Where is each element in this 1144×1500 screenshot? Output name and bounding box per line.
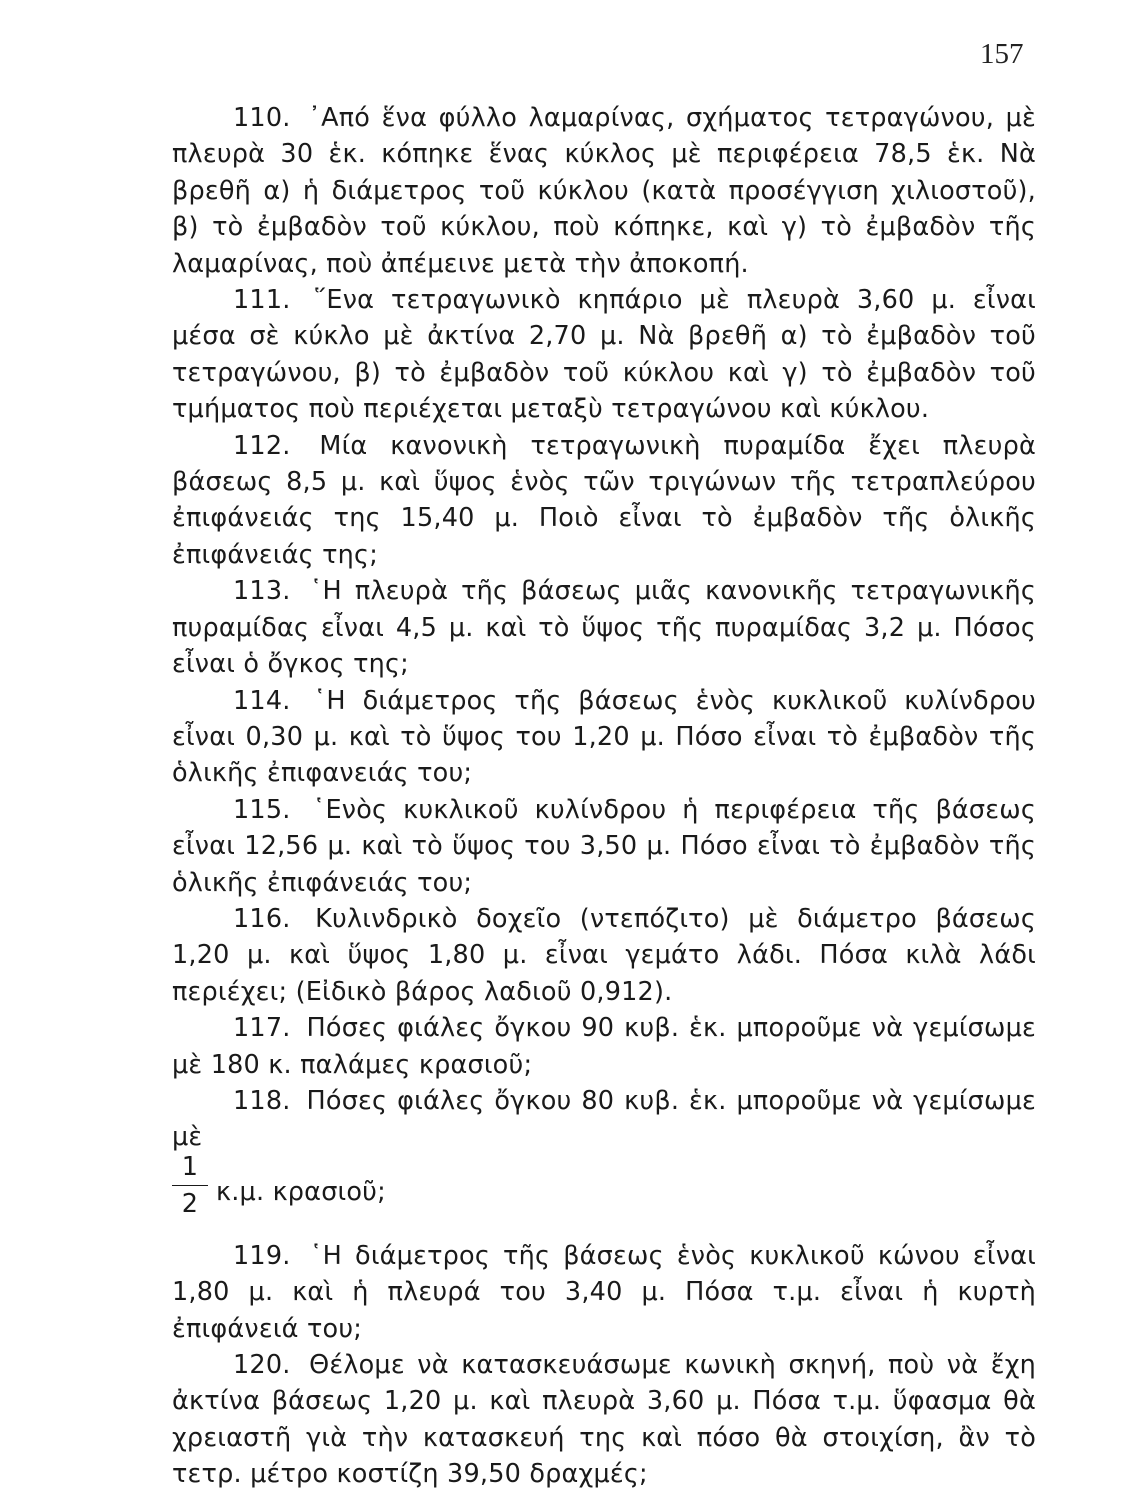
exercise-text: ῾Η διάμετρος τῆς βάσεως ἑνὸς κυκλικοῦ κυλίνδρου εἶναι 0,30 μ. καὶ τὸ ὕψος του 1,20 μ. Πόσο εἶναι τὸ ἐμβαδὸν τῆς ὁλικῆς ἐπιφανειάς του; <box>172 685 1036 789</box>
exercise-number: 119. <box>233 1240 291 1271</box>
fraction-numerator: 1 <box>181 1151 199 1182</box>
fraction-unit-text: κ.μ. κρασιοῦ; <box>216 1176 386 1207</box>
exercise-number: 117. <box>233 1013 291 1044</box>
exercise-text: ᾿Από ἕνα φύλλο λαμαρίνας, σχήματος τετραγώνου, μὲ πλευρὰ 30 ἑκ. κόπηκε ἕνας κύκλος μὲ περιφέρεια 78,5 ἑκ. Νὰ βρεθῆ α) ἡ διάμετρος τοῦ κύκλου (κατὰ προσέγγιση χιλιοστοῦ), β) τὸ ἐμβαδὸν τοῦ κύκλου, ποὺ κόπηκε, καὶ γ) τὸ ἐμβαδὸν τῆς λαμαρίνας, ποὺ ἀπέμεινε μετὰ τὴν ἀποκοπή. <box>172 103 1036 279</box>
exercise-number: 118. <box>233 1085 291 1116</box>
exercise-text: ῾Ενὸς κυκλικοῦ κυλίνδρου ἡ περιφέρεια τῆς βάσεως εἶναι 12,56 μ. καὶ τὸ ὕψος του 3,50 μ. Πόσο εἶναι τὸ ἐμβαδὸν τῆς ὁλικῆς ἐπιφάνειάς του; <box>172 794 1037 898</box>
exercise-115 <box>172 792 1036 901</box>
exercise-110 <box>172 100 1036 282</box>
exercise-119 <box>172 1238 1036 1347</box>
exercise-112 <box>172 428 1036 574</box>
exercise-text: Μία κανονικὴ τετραγωνικὴ πυραμίδα ἔχει πλευρὰ βάσεως 8,5 μ. καὶ ὕψος ἑνὸς τῶν τριγώνων τῆς τετραπλεύρου ἐπιφάνειάς της 15,40 μ. Ποιὸ εἶναι τὸ ἐμβαδὸν τῆς ὁλικῆς ἐπιφάνειάς της; <box>172 430 1036 570</box>
exercise-number: 112. <box>233 430 291 461</box>
exercise-list <box>172 100 1036 1493</box>
exercise-118 <box>172 1083 1036 1156</box>
exercise-text: ῾Η διάμετρος τῆς βάσεως ἑνὸς κυκλικοῦ κώνου εἶναι 1,80 μ. καὶ ἡ πλευρά του 3,40 μ. Πόσα τ.μ. εἶναι ἡ κυρτὴ ἐπιφάνειά του; <box>172 1240 1036 1344</box>
exercise-number: 116. <box>233 903 291 934</box>
exercise-113 <box>172 573 1036 682</box>
exercise-number: 111. <box>233 285 291 316</box>
exercise-111 <box>172 282 1036 428</box>
exercise-text: Πόσες φιάλες ὄγκου 90 κυβ. ἑκ. μποροῦμε νὰ γεμίσωμε μὲ 180 κ. παλάμες κρασιοῦ; <box>172 1013 1036 1080</box>
exercise-number: 113. <box>233 576 291 607</box>
exercise-text: Πόσες φιάλες ὄγκου 80 κυβ. ἑκ. μποροῦμε νὰ γεμίσωμε μὲ <box>172 1085 1036 1153</box>
exercise-117 <box>172 1010 1036 1083</box>
exercise-120 <box>172 1347 1036 1493</box>
spacer <box>172 1228 1036 1238</box>
exercise-114 <box>172 683 1036 792</box>
exercise-number: 120. <box>233 1350 291 1380</box>
exercise-text: ῞Ενα τετραγωνικὸ κηπάριο μὲ πλευρὰ 3,60 μ. εἶναι μέσα σὲ κύκλο μὲ ἀκτίνα 2,70 μ. Νὰ βρεθῆ α) τὸ ἐμβαδὸν τοῦ τετραγώνου, β) τὸ ἐμβαδὸν τοῦ κύκλου καὶ γ) τὸ ἐμβαδὸν τοῦ τμήματος ποὺ περιέχεται μεταξὺ τετραγώνου καὶ κύκλου. <box>172 285 1037 425</box>
exercise-text: Κυλινδρικὸ δοχεῖο (ντεπόζιτο) μὲ διάμετρο βάσεως 1,20 μ. καὶ ὕψος 1,80 μ. εἶναι γεμάτο λάδι. Πόσα κιλὰ λάδι περιέχει; (Εἰδικὸ βάρος λαδιοῦ 0,912). <box>172 903 1036 1007</box>
exercise-number: 115. <box>233 794 291 825</box>
exercise-116 <box>172 901 1036 1010</box>
exercise-number: 110. <box>233 103 291 133</box>
fraction <box>172 1150 208 1222</box>
page-number: 157 <box>980 38 1024 70</box>
exercise-number: 114. <box>233 685 291 716</box>
exercise-text: ῾Η πλευρὰ τῆς βάσεως μιᾶς κανονικῆς τετραγωνικῆς πυραμίδας εἶναι 4,5 μ. καὶ τὸ ὕψος τῆς πυραμίδας 3,2 μ. Πόσος εἶναι ὁ ὄγκος της; <box>172 576 1036 680</box>
fraction-denominator: 2 <box>181 1189 199 1220</box>
exercise-text: Θέλομε νὰ κατασκευάσωμε κωνικὴ σκηνή, ποὺ νὰ ἔχη ἀκτίνα βάσεως 1,20 μ. καὶ πλευρὰ 3,60 μ. Πόσα τ.μ. ὕφασμα θὰ χρειαστῆ γιὰ τὴν κατασκευή της καὶ πόσο θὰ στοιχίση, ἂν τὸ τετρ. μέτρο κοστίζη 39,50 δραχμές; <box>172 1350 1036 1490</box>
fraction-bar <box>172 1185 208 1187</box>
fraction-line <box>172 1151 1036 1228</box>
